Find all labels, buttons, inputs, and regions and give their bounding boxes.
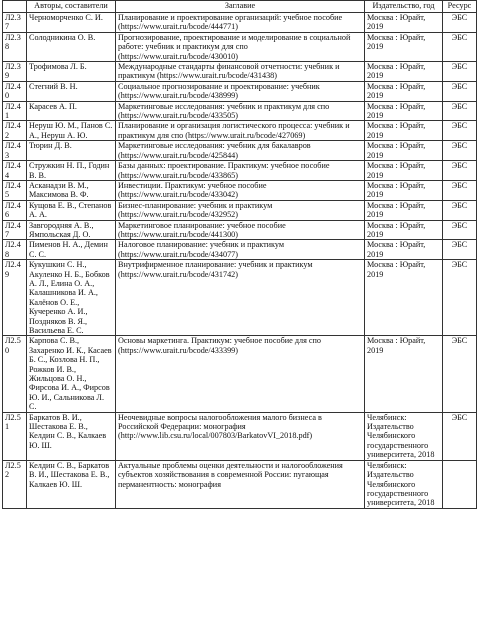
document-page (2, 0, 476, 509)
row-number: Л2.45 (3, 180, 27, 200)
table-row (3, 141, 477, 161)
table-row (3, 62, 477, 82)
row-resource: ЭБС (443, 260, 477, 336)
row-resource: ЭБС (443, 81, 477, 101)
row-authors: Завгородняя А. В., Ямпольская Д. О. (27, 220, 116, 240)
table-row (3, 32, 477, 61)
table-header-row (3, 1, 477, 13)
table-row (3, 13, 477, 33)
table-row (3, 101, 477, 121)
table-row (3, 220, 477, 240)
row-number: Л2.52 (3, 460, 27, 508)
row-title: Основы маркетинга. Практикум: учебное пособие для спо (https://www.urait.ru/bcode/433399) (116, 336, 365, 412)
row-resource: ЭБС (443, 121, 477, 141)
row-number: Л2.43 (3, 141, 27, 161)
row-authors: Асканадзи В. М., Максимова В. Ф. (27, 180, 116, 200)
row-resource: ЭБС (443, 101, 477, 121)
table-row (3, 260, 477, 336)
row-title: Маркетинговые исследования: учебник и практикум для спо (https://www.urait.ru/bcode/433505) (116, 101, 365, 121)
row-number: Л2.40 (3, 81, 27, 101)
row-resource: ЭБС (443, 336, 477, 412)
row-title: Внутрифирменное планирование: учебник и практикум (https://www.urait.ru/bcode/431742) (116, 260, 365, 336)
row-resource: ЭБС (443, 240, 477, 260)
table-row (3, 161, 477, 181)
row-resource (443, 460, 477, 508)
row-publisher: Москва : Юрайт, 2019 (365, 32, 443, 61)
row-number: Л2.38 (3, 32, 27, 61)
row-title: Неочевидные вопросы налогообложения малого бизнеса в Российской Федерации: монография (http://www.lib.csu.ru/local/007803/BarkatovVI_2018.pdf) (116, 412, 365, 460)
row-title: Прогнозирование, проектирование и моделирование в социальной работе: учебник и практикум для спо (https://www.urait.ru/bcode/430010) (116, 32, 365, 61)
row-publisher: Москва : Юрайт, 2019 (365, 141, 443, 161)
row-number: Л2.46 (3, 200, 27, 220)
row-authors: Солодникина О. В. (27, 32, 116, 61)
row-publisher: Москва : Юрайт, 2019 (365, 260, 443, 336)
header-publisher: Издательство, год (365, 1, 443, 13)
row-resource: ЭБС (443, 32, 477, 61)
row-publisher: Москва : Юрайт, 2019 (365, 161, 443, 181)
row-number: Л2.51 (3, 412, 27, 460)
row-title: Базы данных: проектирование. Практикум: учебное пособие (https://www.urait.ru/bcode/433865) (116, 161, 365, 181)
row-title: Международные стандарты финансовой отчетности: учебник и практикум (https://www.urait.ru/bcode/431438) (116, 62, 365, 82)
row-publisher: Челябинск: Издательство Челябинского государственного университета, 2018 (365, 412, 443, 460)
row-resource: ЭБС (443, 412, 477, 460)
table-row (3, 121, 477, 141)
row-authors: Стружкин Н. П., Годин В. В. (27, 161, 116, 181)
row-number: Л2.47 (3, 220, 27, 240)
row-title: Налоговое планирование: учебник и практикум (https://www.urait.ru/bcode/434077) (116, 240, 365, 260)
table-row (3, 412, 477, 460)
row-resource: ЭБС (443, 200, 477, 220)
row-authors: Тюрин Д. В. (27, 141, 116, 161)
row-title: Планирование и организация логистического процесса: учебник и практикум для спо (https://www.urait.ru/bcode/427069) (116, 121, 365, 141)
row-authors: Пименов Н. А., Демин С. С. (27, 240, 116, 260)
row-publisher: Москва : Юрайт, 2019 (365, 240, 443, 260)
table-row (3, 240, 477, 260)
row-resource: ЭБС (443, 13, 477, 33)
row-authors: Карпова С. В., Захаренко И. К., Касаев Б. С., Козлова Н. П., Рожков И. В., Жильцова О. Н., Фирсова И. А., Фирсов Ю. И., Сальникова Л. С. (27, 336, 116, 412)
row-authors: Карасев А. П. (27, 101, 116, 121)
header-num (3, 1, 27, 13)
row-publisher: Москва : Юрайт, 2019 (365, 62, 443, 82)
row-number: Л2.41 (3, 101, 27, 121)
row-number: Л2.50 (3, 336, 27, 412)
row-number: Л2.49 (3, 260, 27, 336)
row-publisher: Москва : Юрайт, 2019 (365, 200, 443, 220)
row-title: Актуальные проблемы оценки деятельности и налогообложения субъектов хозяйствования в современной России: пугающая перманентность: монография (116, 460, 365, 508)
row-number: Л2.42 (3, 121, 27, 141)
table-row (3, 81, 477, 101)
row-title: Планирование и проектирование организаций: учебное пособие (https://www.urait.ru/bcode/444771) (116, 13, 365, 33)
row-publisher: Москва : Юрайт, 2019 (365, 180, 443, 200)
row-publisher: Москва : Юрайт, 2019 (365, 101, 443, 121)
row-number: Л2.37 (3, 13, 27, 33)
table-row (3, 460, 477, 508)
row-authors: Стегний В. Н. (27, 81, 116, 101)
row-publisher: Челябинск: Издательство Челябинского государственного университета, 2018 (365, 460, 443, 508)
row-number: Л2.44 (3, 161, 27, 181)
row-number: Л2.48 (3, 240, 27, 260)
row-authors: Кущова Е. В., Степанов А. А. (27, 200, 116, 220)
row-publisher: Москва : Юрайт, 2019 (365, 336, 443, 412)
row-authors: Баркатов В. И., Шестакова Е. В., Келдин С. В., Калкаев Ю. Ш. (27, 412, 116, 460)
row-authors: Черноморченко С. И. (27, 13, 116, 33)
row-authors: Неруш Ю. М., Панов С. А., Неруш А. Ю. (27, 121, 116, 141)
row-title: Социальное прогнозирование и проектирование: учебник (https://www.urait.ru/bcode/438999) (116, 81, 365, 101)
row-resource: ЭБС (443, 161, 477, 181)
row-resource: ЭБС (443, 62, 477, 82)
row-publisher: Москва : Юрайт, 2019 (365, 121, 443, 141)
header-title: Заглавие (116, 1, 365, 13)
row-authors: Келдин С. В., Баркатов В. И., Шестакова Е. В., Калкаев Ю. Ш. (27, 460, 116, 508)
table-row (3, 180, 477, 200)
table-row (3, 200, 477, 220)
header-authors: Авторы, составители (27, 1, 116, 13)
row-resource: ЭБС (443, 141, 477, 161)
row-resource: ЭБС (443, 220, 477, 240)
row-authors: Кукушкин С. Н., Акуленко Н. Б., Бобков А. Л., Елина О. А., Калашникова И. А., Калёнов О. Е., Кучеренко А. И., Поздняков В. Я., Васильева Е. С. (27, 260, 116, 336)
row-number: Л2.39 (3, 62, 27, 82)
row-title: Инвестиции. Практикум: учебное пособие (https://www.urait.ru/bcode/433042) (116, 180, 365, 200)
row-publisher: Москва : Юрайт, 2019 (365, 220, 443, 240)
row-title: Бизнес-планирование: учебник и практикум (https://www.urait.ru/bcode/432952) (116, 200, 365, 220)
table-row (3, 336, 477, 412)
header-resource: Ресурс (443, 1, 477, 13)
row-publisher: Москва : Юрайт, 2019 (365, 81, 443, 101)
row-authors: Трофимова Л. Б. (27, 62, 116, 82)
bibliography-table (2, 0, 477, 509)
row-title: Маркетинговые исследования: учебник для бакалавров (https://www.urait.ru/bcode/425844) (116, 141, 365, 161)
row-resource: ЭБС (443, 180, 477, 200)
row-title: Маркетинговое планирование: учебное пособие (https://www.urait.ru/bcode/441300) (116, 220, 365, 240)
row-publisher: Москва : Юрайт, 2019 (365, 13, 443, 33)
